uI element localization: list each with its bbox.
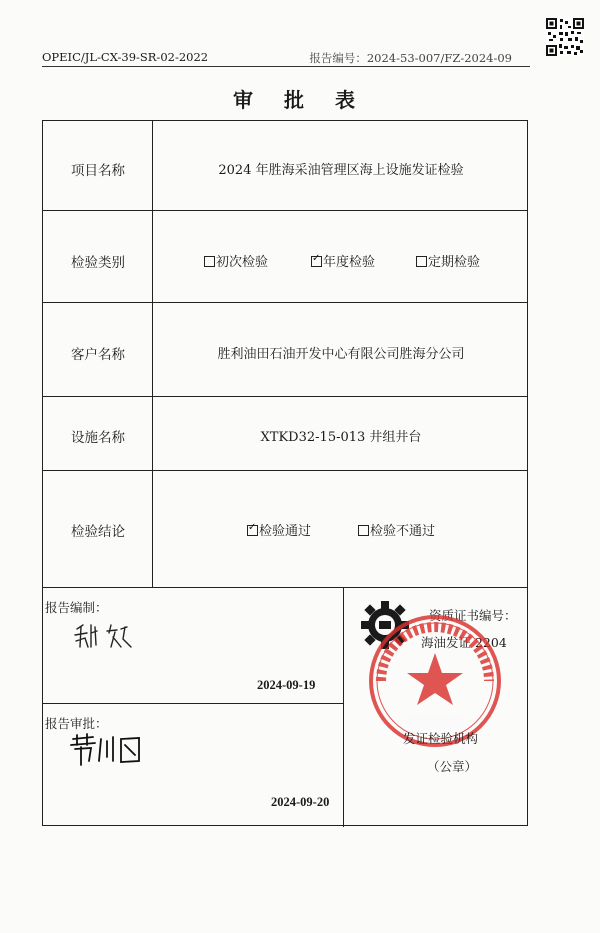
conclusion-label: 检验结论 [71,524,125,540]
row-divider [43,470,527,471]
option-passed[interactable] [247,520,311,539]
option-periodic[interactable] [416,251,480,270]
checkbox-icon[interactable] [204,256,215,267]
checkbox-icon[interactable] [358,525,369,536]
option-failed-label: 检验不通过 [370,524,436,539]
qr-code [546,18,584,56]
signature-divider [343,587,344,827]
doc-code: OPEIC/JL-CX-39-SR-02-2022 [42,50,209,64]
option-annual[interactable] [311,251,375,270]
facility-name-value: XTKD32-15-013 井组井台 [260,430,422,445]
cert-number-label: 资质证书编号： [429,608,517,623]
inspection-type-label: 检验类别 [71,255,125,271]
approve-date: 2024-09-20 [271,795,330,809]
client-name-label: 客户名称 [71,347,125,363]
option-annual-label: 年度检验 [323,255,376,270]
approved-by-label: 报告审批： [45,716,108,731]
row-divider [43,210,527,211]
compiler-signature [71,619,141,653]
approver-signature [67,731,147,767]
header-rule [42,66,530,67]
client-name-value: 胜利油田石油开发中心有限公司胜海分公司 [217,347,465,362]
checked-box-icon[interactable] [311,256,322,267]
checkbox-icon[interactable] [416,256,427,267]
cert-number: 海油发证 2204 [421,635,507,650]
row-divider [43,587,527,588]
report-number: 报告编号：2024-53-007/FZ-2024-09 [309,51,512,65]
option-failed[interactable] [358,520,435,539]
seal-note: （公章） [427,759,478,774]
option-passed-label: 检验通过 [259,524,312,539]
approval-table [42,120,528,826]
project-name-value: 2024 年胜海采油管理区海上设施发证检验 [218,163,464,178]
org-name: 发证检验机构 [403,731,479,746]
row-divider [43,396,527,397]
option-periodic-label: 定期检验 [428,255,481,270]
option-initial[interactable] [204,251,268,270]
row-divider [43,703,343,704]
row-divider [43,302,527,303]
checked-box-icon[interactable] [247,525,258,536]
compile-date: 2024-09-19 [257,678,316,692]
option-initial-label: 初次检验 [216,255,269,270]
page-title: 审 批 表 [233,88,367,112]
facility-name-label: 设施名称 [71,430,125,446]
compiled-by-label: 报告编制： [45,600,108,615]
project-name-label: 项目名称 [71,163,125,179]
